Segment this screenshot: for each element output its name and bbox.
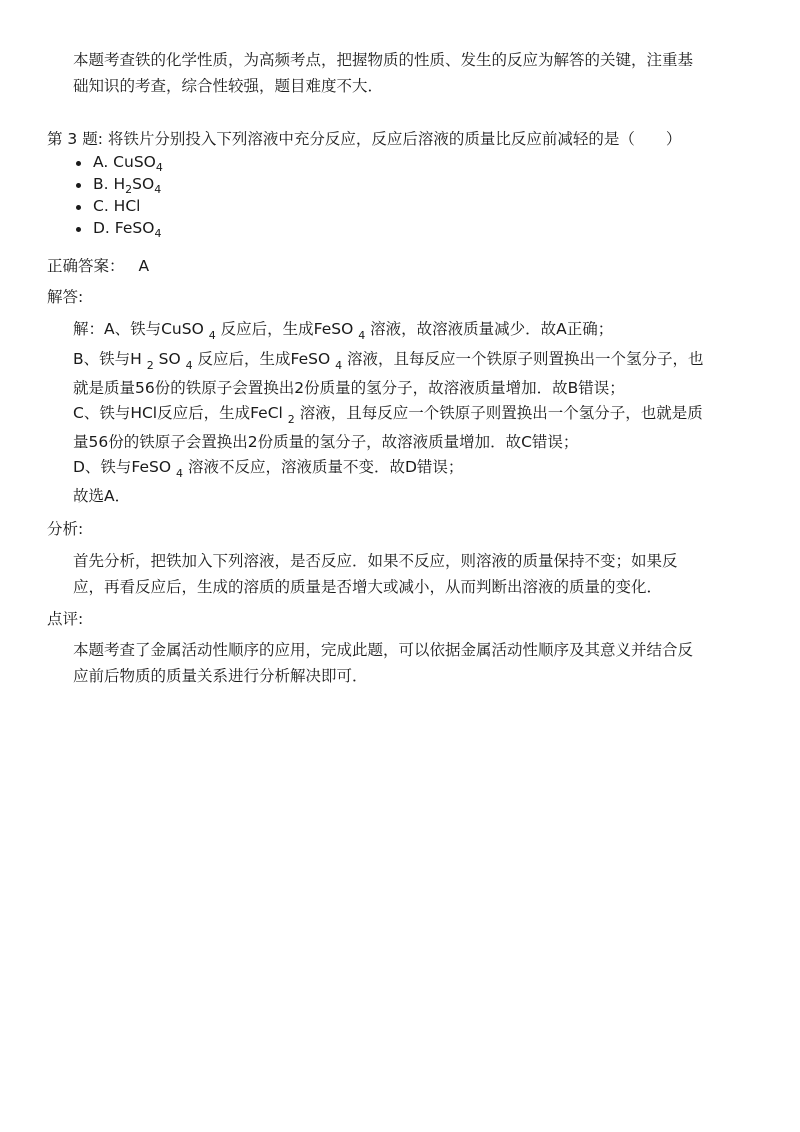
solution-line-6: D、铁与FeSO $_4$ 溶液不反应，溶液质量不变．故D错误； — [73, 458, 464, 480]
question-heading — [47, 128, 681, 150]
question-label: 第 3 题: — [47, 130, 103, 148]
question-options — [73, 151, 163, 239]
correct-answer — [47, 255, 149, 277]
solution-line-4: C、铁与HCl反应后，生成FeCl $_2$ 溶液，且每反应一个铁原子则置换出一个氢分子，也就是质 — [73, 404, 703, 426]
comment-line-1: 本题考查了金属活动性顺序的应用，完成此题，可以依据金属活动性顺序及其意义并结合反 — [73, 641, 694, 659]
option-c: C. HCl — [73, 195, 163, 217]
intro-line-2: 础知识的考查，综合性较强，题目难度不大． — [73, 77, 384, 95]
solution-line-3: 就是质量56份的铁原子会置换出2份质量的氢分子，故溶液质量增加．故B错误； — [73, 379, 625, 397]
solution-line-2: B、铁与H $_2$ SO $_4$ 反应后，生成FeSO $_4$ 溶液，且每反应一个铁原子则置换出一个氢分子，也 — [73, 350, 704, 372]
analysis-label: 分析: — [47, 520, 84, 538]
answer-value: A — [138, 257, 150, 275]
comment-label: 点评: — [47, 610, 84, 628]
solution-line-5: 量56份的铁原子会置换出2份质量的氢分子，故溶液质量增加．故C错误； — [73, 433, 579, 451]
analysis-line-1: 首先分析，把铁加入下列溶液，是否反应．如果不反应，则溶液的质量保持不变；如果反 — [73, 552, 678, 570]
option-d: D. FeSO$_4$ — [73, 217, 163, 239]
question-text: 将铁片分别投入下列溶液中充分反应，反应后溶液的质量比反应前减轻的是（ ） — [102, 130, 682, 148]
solution-label: 解答: — [47, 288, 84, 306]
solution-line-7: 故选A． — [73, 487, 131, 505]
option-b: B. $H_2SO_4$ — [73, 173, 163, 195]
option-a: A. CuSO$_4$ — [73, 151, 163, 173]
analysis-line-2: 应，再看反应后，生成的溶质的质量是否增大或减小，从而判断出溶液的质量的变化． — [73, 578, 663, 596]
solution-line-1: 解：A、铁与CuSO $_4$ 反应后，生成FeSO $_4$ 溶液，故溶液质量减少．故A正确； — [73, 320, 614, 342]
intro-line-1: 本题考查铁的化学性质，为高频考点，把握物质的性质、发生的反应为解答的关键，注重基 — [73, 51, 694, 69]
answer-label: 正确答案： — [47, 257, 125, 275]
comment-line-2: 应前后物质的质量关系进行分析解决即可． — [73, 667, 368, 685]
